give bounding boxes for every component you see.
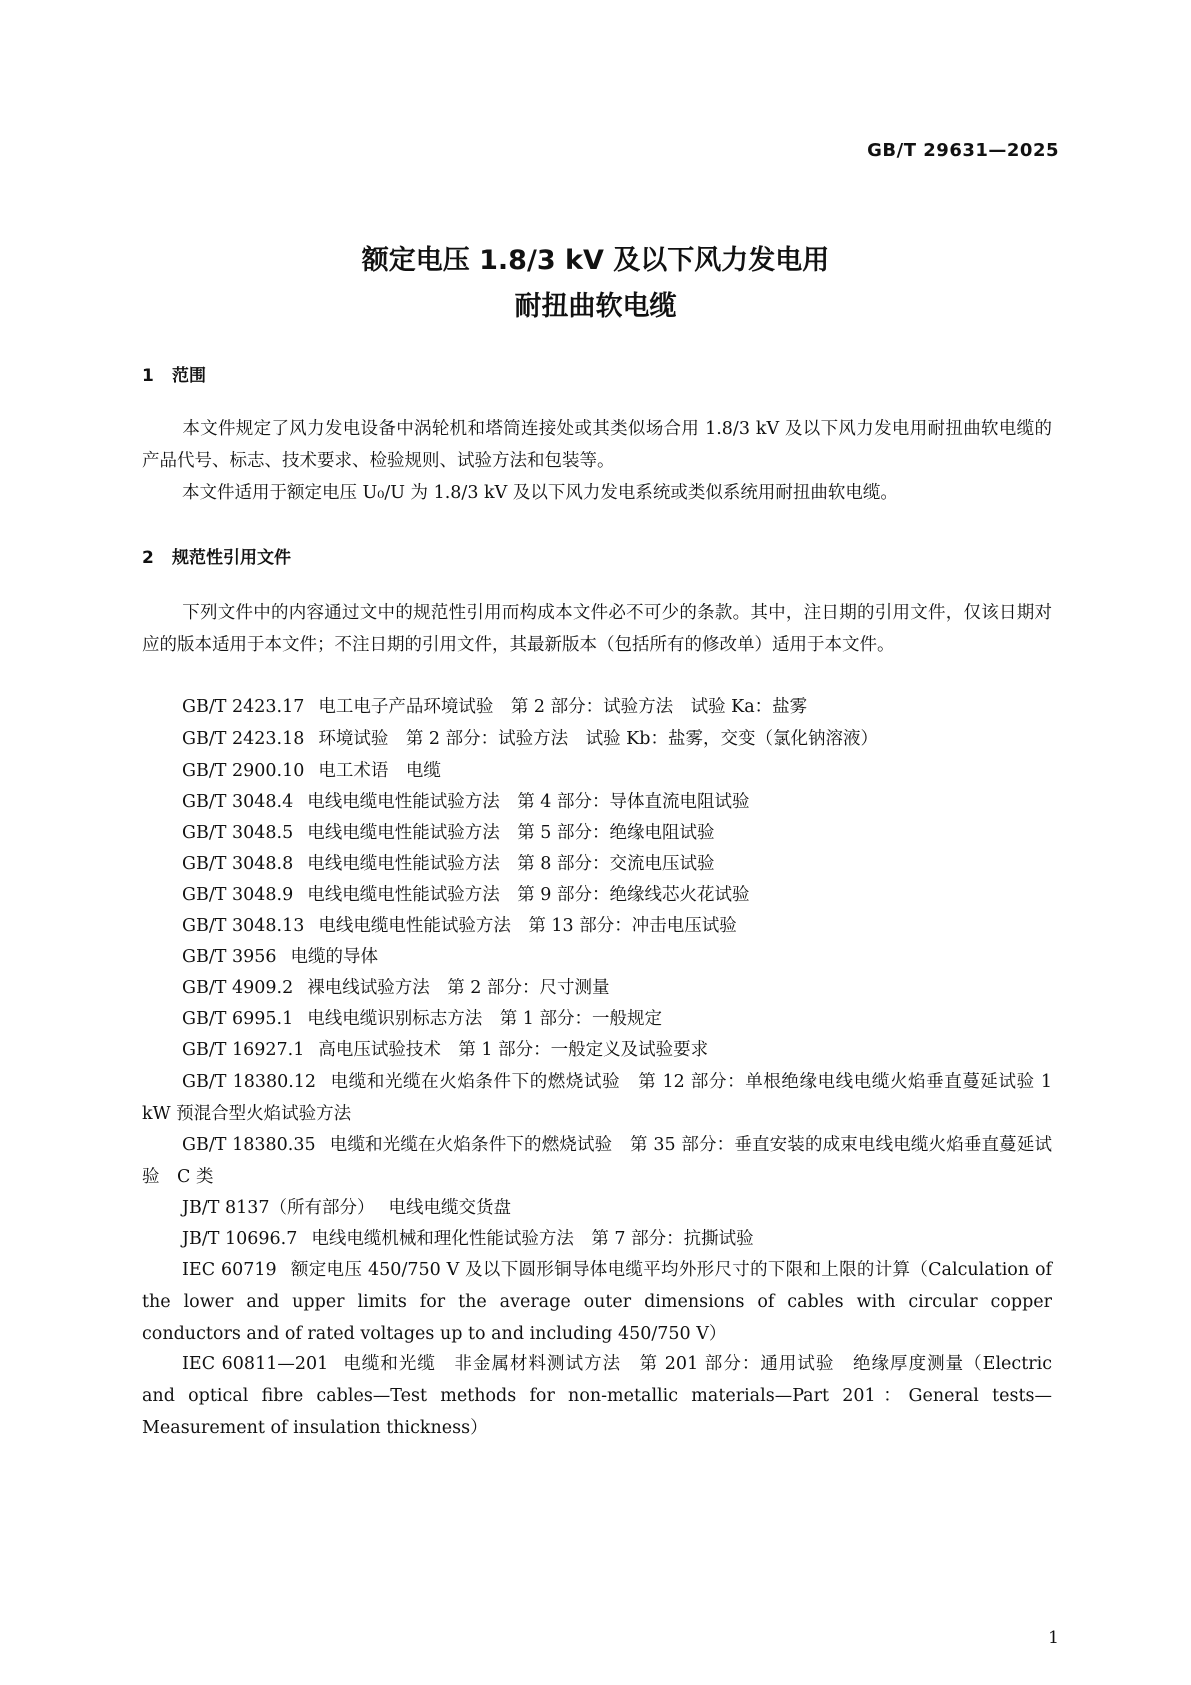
reference-item: GB/T 2900.10 电工术语 电缆 (182, 761, 441, 781)
reference-item: IEC 60811—201 电缆和光缆 非金属材料测试方法 第 201 部分：通用试验 绝缘厚度测量（Electric and optical fibre cables—Test methods for non-metallic materials—Part 201：General tests—Measurement of insulation thickness） (142, 1354, 1052, 1438)
reference-item: JB/T 10696.7 电线电缆机械和理化性能试验方法 第 7 部分：抗撕试验 (182, 1229, 754, 1249)
references-intro: 下列文件中的内容通过文中的规范性引用而构成本文件必不可少的条款。其中，注日期的引用文件，仅该日期对应的版本适用于本文件；不注日期的引用文件，其最新版本（包括所有的修改单）适用于本文件。 (142, 603, 1052, 655)
page-number: 1 (1048, 1628, 1059, 1648)
section-number: 2 (142, 548, 154, 568)
reference-item: GB/T 18380.12 电缆和光缆在火焰条件下的燃烧试验 第 12 部分：单根绝缘电线电缆火焰垂直蔓延试验 1 kW 预混合型火焰试验方法 (142, 1072, 1052, 1124)
reference-item: GB/T 3048.8 电线电缆电性能试验方法 第 8 部分：交流电压试验 (182, 854, 715, 874)
reference-item: GB/T 3956 电缆的导体 (182, 947, 379, 967)
document-title (0, 238, 1191, 330)
section-title: 范围 (172, 366, 206, 386)
reference-item: IEC 60719 额定电压 450/750 V 及以下圆形铜导体电缆平均外形尺寸的下限和上限的计算（Calculation of the lower and upper limits for the average outer dimensions of cables with circular copper conductors and of rated voltages up to and including 450/750 V） (142, 1260, 1052, 1344)
title-line-1: 额定电压 1.8/3 kV 及以下风力发电用 (361, 245, 830, 276)
scope-paragraph-1: 本文件规定了风力发电设备中涡轮机和塔筒连接处或其类似场合用 1.8/3 kV 及以下风力发电用耐扭曲软电缆的产品代号、标志、技术要求、检验规则、试验方法和包装等。 (142, 419, 1052, 471)
section-heading-scope (142, 361, 206, 386)
reference-item: GB/T 4909.2 裸电线试验方法 第 2 部分：尺寸测量 (182, 978, 610, 998)
standard-code: GB/T 29631—2025 (867, 140, 1059, 161)
reference-item: GB/T 3048.4 电线电缆电性能试验方法 第 4 部分：导体直流电阻试验 (182, 792, 750, 812)
title-line-2: 耐扭曲软电缆 (514, 291, 677, 322)
reference-item: GB/T 2423.17 电工电子产品环境试验 第 2 部分：试验方法 试验 Ka：盐雾 (182, 697, 808, 717)
reference-item: GB/T 18380.35 电缆和光缆在火焰条件下的燃烧试验 第 35 部分：垂直安装的成束电线电缆火焰垂直蔓延试验 C 类 (142, 1135, 1052, 1187)
section-heading-normative-references (142, 543, 291, 568)
reference-item: GB/T 3048.9 电线电缆电性能试验方法 第 9 部分：绝缘线芯火花试验 (182, 885, 750, 905)
scope-paragraph-2: 本文件适用于额定电压 U₀/U 为 1.8/3 kV 及以下风力发电系统或类似系统用耐扭曲软电缆。 (182, 483, 898, 503)
reference-item: GB/T 16927.1 高电压试验技术 第 1 部分：一般定义及试验要求 (182, 1040, 709, 1060)
reference-item: GB/T 6995.1 电线电缆识别标志方法 第 1 部分：一般规定 (182, 1009, 662, 1029)
reference-item: JB/T 8137（所有部分） 电线电缆交货盘 (182, 1198, 512, 1218)
section-number: 1 (142, 366, 154, 386)
reference-item: GB/T 3048.13 电线电缆电性能试验方法 第 13 部分：冲击电压试验 (182, 916, 737, 936)
reference-item: GB/T 3048.5 电线电缆电性能试验方法 第 5 部分：绝缘电阻试验 (182, 823, 715, 843)
section-title: 规范性引用文件 (172, 548, 291, 568)
reference-item: GB/T 2423.18 环境试验 第 2 部分：试验方法 试验 Kb：盐雾，交变（氯化钠溶液） (182, 729, 878, 749)
